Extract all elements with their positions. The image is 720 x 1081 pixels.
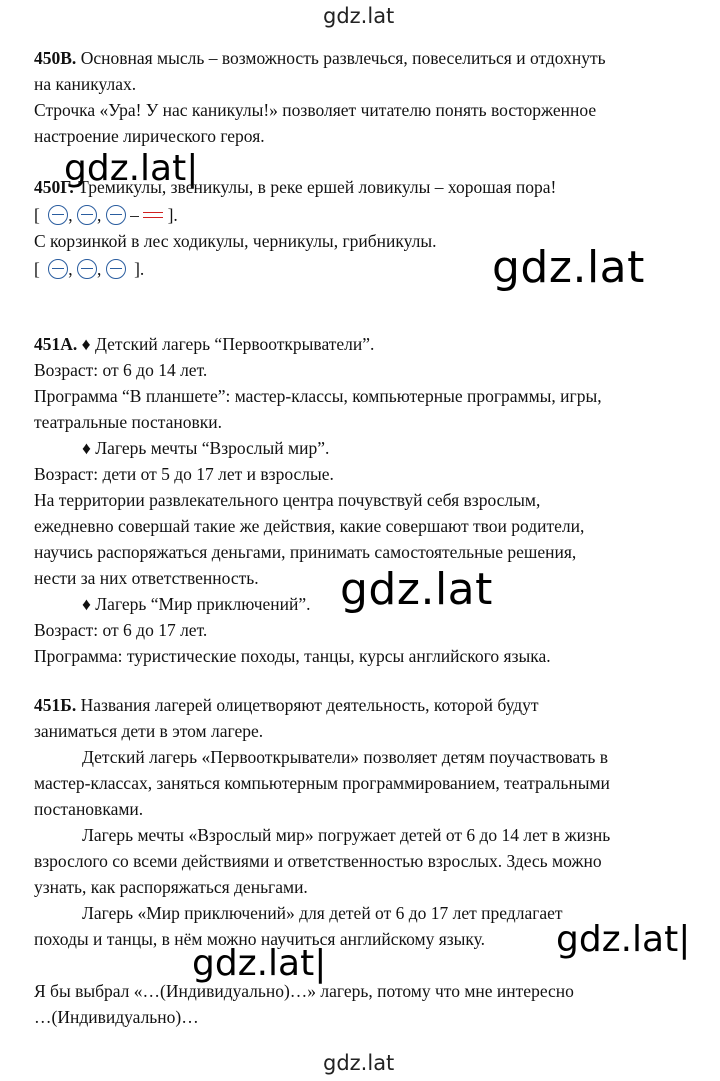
paragraph-line: Программа “В планшете”: мастер-классы, компьютерные программы, игры, [34, 386, 602, 406]
text: Названия лагерей олицетворяют деятельность, которой будут [80, 695, 539, 715]
watermark-bottom: gdz.lat [323, 1051, 395, 1075]
paragraph-line [34, 336, 374, 354]
paragraph-line: Программа: туристические походы, танцы, курсы английского языка. [34, 646, 551, 666]
predicate-double-line-icon [143, 212, 163, 218]
bracket-close: ]. [134, 259, 145, 279]
paragraph-line: постановками. [34, 799, 144, 819]
paragraph-line: ежедневно совершай такие же действия, какие совершают твои родители, [34, 516, 585, 536]
watermark: gdz.lat [340, 564, 493, 615]
paragraph-line: С корзинкой в лес ходикулы, черникулы, грибникулы. [34, 231, 437, 251]
paragraph-line: настроение лирического героя. [34, 126, 265, 146]
paragraph-line: Лагерь «Мир приключений» для детей от 6 до 17 лет предлагает [82, 903, 563, 923]
text: Тремикулы, звеникулы, в реке ершей ловикулы – хорошая пора! [78, 177, 557, 197]
paragraph-line: узнать, как распоряжаться деньгами. [34, 877, 308, 897]
paragraph-line: На территории развлекательного центра почувствуй себя взрослым, [34, 490, 541, 510]
watermark-top: gdz.lat [323, 4, 395, 28]
exercise-number: 450Г. [34, 177, 74, 197]
subject-circle-icon [48, 205, 68, 225]
paragraph-line [34, 179, 556, 197]
subject-circle-icon [77, 205, 97, 225]
paragraph-line: научись распоряжаться деньгами, принимать самостоятельные решения, [34, 542, 577, 562]
paragraph-line: нести за них ответственность. [34, 568, 259, 588]
paragraph-line: …(Индивидуально)… [34, 1007, 199, 1027]
exercise-number: 450В. [34, 48, 77, 68]
sentence-scheme [34, 259, 144, 279]
subject-circle-icon [106, 205, 126, 225]
paragraph-line: ♦ Лагерь “Мир приключений”. [82, 594, 311, 614]
paragraph-line: Возраст: от 6 до 17 лет. [34, 620, 208, 640]
watermark: gdz.lat| [556, 919, 691, 960]
predicate-circle-icon [106, 259, 126, 279]
paragraph-line: Детский лагерь «Первооткрыватели» позволяет детям поучаствовать в [82, 747, 608, 767]
exercise-number: 451А. [34, 334, 78, 354]
paragraph-line: Возраст: от 6 до 14 лет. [34, 360, 208, 380]
paragraph-line: Я бы выбрал «…(Индивидуально)…» лагерь, потому что мне интересно [34, 981, 574, 1001]
paragraph-line: заниматься дети в этом лагере. [34, 721, 264, 741]
paragraph-line: на каникулах. [34, 74, 137, 94]
paragraph-line: мастер-классах, заняться компьютерным программированием, театральными [34, 773, 610, 793]
dash: – [130, 205, 139, 225]
paragraph-line: Строчка «Ура! У нас каникулы!» позволяет читателю понять восторженное [34, 100, 597, 120]
predicate-circle-icon [48, 259, 68, 279]
watermark: gdz.lat| [64, 148, 199, 189]
sentence-scheme [34, 205, 178, 225]
paragraph-line: театральные постановки. [34, 412, 223, 432]
bracket-close: ]. [167, 205, 178, 225]
paragraph-line: ♦ Лагерь мечты “Взрослый мир”. [82, 438, 330, 458]
paragraph-line [34, 50, 606, 68]
comma: , [68, 259, 73, 279]
paragraph-line: взрослого со всеми действиями и ответственностью взрослых. Здесь можно [34, 851, 602, 871]
comma: , [96, 205, 102, 225]
predicate-circle-icon [77, 259, 97, 279]
paragraph-line: Возраст: дети от 5 до 17 лет и взрослые. [34, 464, 334, 484]
paragraph-line [34, 697, 539, 715]
paragraph-line: Лагерь мечты «Взрослый мир» погружает детей от 6 до 14 лет в жизнь [82, 825, 611, 845]
comma: , [68, 205, 73, 225]
bracket-open: [ [34, 259, 40, 279]
text: ♦ Детский лагерь “Первооткрыватели”. [81, 334, 375, 354]
text: Основная мысль – возможность развлечься, повеселиться и отдохнуть [80, 48, 606, 68]
exercise-number: 451Б. [34, 695, 77, 715]
watermark: gdz.lat| [192, 943, 327, 984]
comma: , [96, 259, 102, 279]
paragraph-line: походы и танцы, в нём можно научиться английскому языку. [34, 929, 486, 949]
bracket-open: [ [34, 205, 40, 225]
watermark: gdz.lat [492, 242, 645, 293]
